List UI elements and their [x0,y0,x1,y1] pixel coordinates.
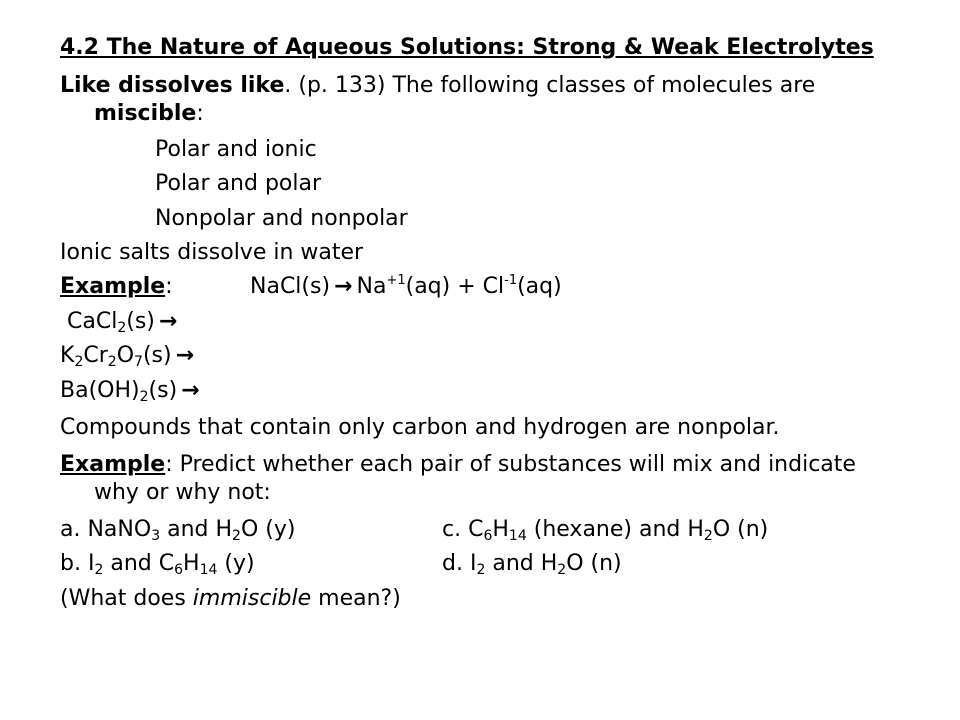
pairs-row-1 [60,515,900,545]
arrow-icon: → [158,309,178,334]
cacl2-state: (s) [126,309,155,334]
example-2-continuation: why or why not: [94,480,271,505]
cr-symbol: Cr [83,343,108,368]
na-charge: +1 [386,273,406,288]
cacl2-formula: CaCl [67,309,118,334]
cl-charge: -1 [504,273,518,288]
pair-d-text-1: d. I [442,551,477,576]
pair-c-sub-2: 14 [508,528,527,544]
pair-b [60,551,255,576]
pair-d-sub-1: 2 [476,562,486,578]
baoh-subscript: 2 [139,389,149,405]
o-symbol: O [116,343,135,368]
pair-b-sub-1: 2 [94,562,104,578]
aq-plus-cl: (aq) + Cl [405,274,505,299]
pair-d-text-2: and H [485,551,558,576]
pair-d-text-3: O (n) [566,551,622,576]
cacl2-subscript: 2 [117,320,127,336]
k2cr2o7-line [60,341,198,371]
k-subscript: 2 [74,354,84,370]
intro-line [60,71,815,101]
ionic-salts-line: Ionic salts dissolve in water [60,240,364,265]
pair-c-text-4: O (n) [712,517,769,542]
example-1-colon: : [165,274,173,299]
aq-state: (aq) [517,274,562,299]
immiscible-question [60,584,401,614]
question-pre: (What does [60,586,193,611]
miscible-term: miscible [94,101,197,126]
example-1-label: Example [60,274,166,299]
o-subscript: 7 [134,354,143,370]
k2cr2o7-state: (s) [142,343,172,368]
pair-b-sub-2: 6 [174,562,184,578]
pairs-row-2 [60,549,900,579]
example-2-rest: : Predict whether each pair of substances will mix and indicate [165,452,856,477]
example-2-label: Example [60,452,166,477]
intro-continuation [94,99,204,129]
pair-c-sub-1: 6 [483,528,493,544]
intro-colon: : [196,101,204,126]
k-symbol: K [60,343,75,368]
class-item-3: Nonpolar and nonpolar [155,206,408,231]
cr-subscript: 2 [107,354,117,370]
pair-c [442,515,768,545]
pair-a-text-1: a. NaNO [60,517,152,542]
hydrocarbons-line: Compounds that contain only carbon and hydrogen are nonpolar. [60,415,780,440]
pair-a-sub-1: 3 [151,528,161,544]
na-ion: Na [356,274,387,299]
pair-a-text-3: O (y) [240,517,296,542]
pair-c-text-1: c. C [442,517,484,542]
pair-d [442,549,622,579]
pair-c-text-2: H [492,517,509,542]
pair-a [60,517,295,542]
pair-b-sub-3: 14 [199,562,218,578]
pair-a-sub-2: 2 [232,528,241,544]
pair-c-sub-3: 2 [703,528,713,544]
example-2-line [60,450,856,480]
pair-b-text-3: H [183,551,200,576]
cacl2-line [67,307,181,337]
nacl-equation [250,272,562,302]
question-post: mean?) [311,586,401,611]
pair-c-text-3: (hexane) and H [526,517,704,542]
pair-a-text-2: and H [160,517,233,542]
arrow-icon: → [175,343,195,368]
intro-bold: Like dissolves like [60,73,285,98]
immiscible-term: immiscible [192,586,312,611]
intro-rest: . (p. 133) The following classes of molecules are [284,73,816,98]
pair-d-sub-2: 2 [557,562,567,578]
class-item-1: Polar and ionic [155,137,317,162]
baoh-formula: Ba(OH) [60,378,140,403]
arrow-icon: → [334,274,353,299]
baoh2-state: (s) [148,378,178,403]
pair-b-text-2: and C [103,551,175,576]
nacl-reactant: NaCl(s) [250,274,331,299]
arrow-icon: → [181,378,200,403]
baoh2-line [60,376,204,406]
example-1-line [60,272,760,302]
pair-b-text-4: (y) [217,551,255,576]
class-item-2: Polar and polar [155,171,322,196]
slide-title: 4.2 The Nature of Aqueous Solutions: Strong & Weak Electrolytes [60,35,874,60]
pair-b-text-1: b. I [60,551,95,576]
